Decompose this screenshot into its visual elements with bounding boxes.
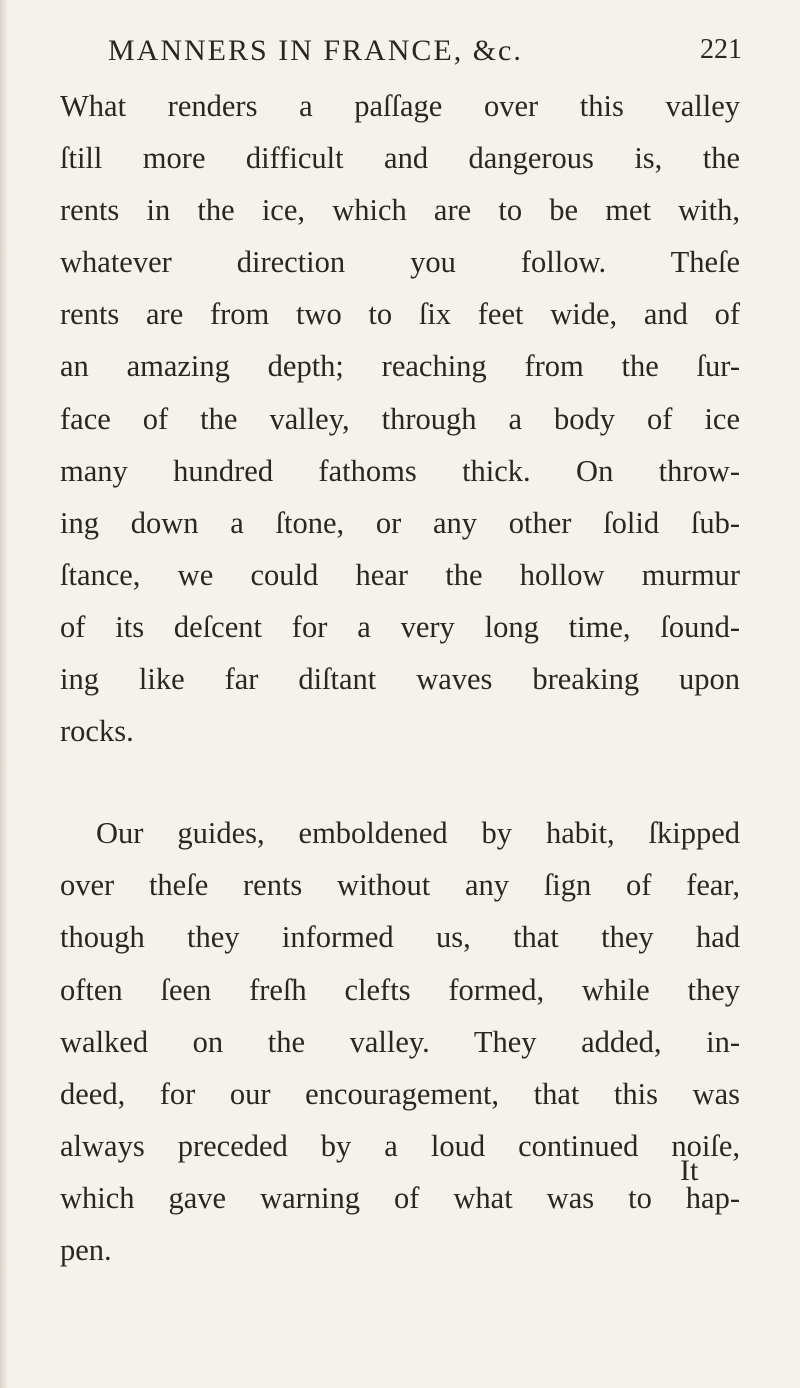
text-line: rents are from two to ſix feet wide, and of [60, 297, 740, 332]
paragraph-1 [60, 80, 740, 757]
text-line: whatever direction you follow. Theſe [60, 245, 740, 280]
running-title: MANNERS IN FRANCE, &c. [108, 34, 523, 67]
paragraph-2 [60, 807, 740, 1276]
text-line: always preceded by a loud continued noiſe, [60, 1128, 740, 1163]
text-line: of its deſcent for a very long time, ſound- [60, 609, 740, 644]
text-line: which gave warning of what was to hap- [60, 1180, 740, 1215]
text-line: What renders a paſſage over this valley [60, 89, 740, 123]
page-number: 221 [700, 34, 742, 65]
body-text [60, 80, 740, 1276]
text-line: deed, for our encouragement, that this was [60, 1076, 740, 1111]
text-line: ing down a ſtone, or any other ſolid ſub- [60, 505, 740, 540]
text-line: pen. [60, 1232, 112, 1267]
text-line: ſtance, we could hear the hollow murmur [60, 557, 740, 592]
catchword: It [680, 1154, 699, 1187]
text-line: though they informed us, that they had [60, 920, 740, 955]
text-line: ing like far diſtant waves breaking upon [60, 662, 740, 697]
text-line: often ſeen freſh clefts formed, while they [60, 972, 740, 1007]
text-line: ſtill more difficult and dangerous is, the [60, 141, 740, 176]
paragraph-gap [60, 757, 740, 807]
page-edge-shadow [0, 0, 8, 1388]
text-line: Our guides, emboldened by habit, ſkipped [96, 816, 740, 851]
text-line: walked on the valley. They added, in- [60, 1024, 740, 1059]
text-line: many hundred fathoms thick. On throw- [60, 453, 740, 488]
text-line: an amazing depth; reaching from the ſur- [60, 349, 740, 384]
text-line: face of the valley, through a body of ice [60, 401, 740, 436]
text-line: over theſe rents without any ſign of fear, [60, 868, 740, 903]
text-line: rents in the ice, which are to be met with, [60, 193, 740, 228]
text-line: rocks. [60, 714, 134, 749]
running-head [108, 34, 748, 78]
